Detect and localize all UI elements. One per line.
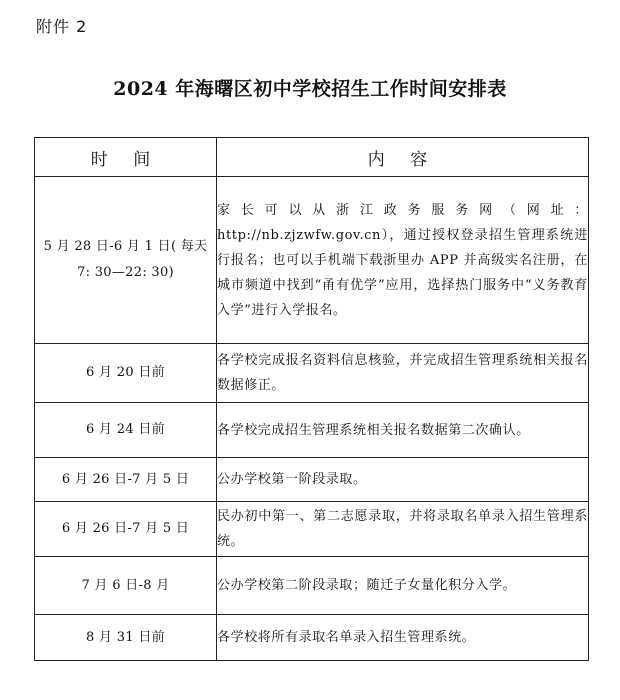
row-time: 6 月 26 日-7 月 5 日 <box>35 458 217 502</box>
table-row <box>35 502 589 557</box>
table-row <box>35 177 589 344</box>
row-content: 公办学校第二阶段录取；随迁子女量化积分入学。 <box>217 557 589 615</box>
table-row <box>35 615 589 661</box>
row-content: 各学校将所有录取名单录入招生管理系统。 <box>217 615 589 661</box>
schedule-table <box>34 137 589 661</box>
row-content: 各学校完成报名资料信息核验，并完成招生管理系统相关报名数据修正。 <box>217 344 589 403</box>
header-content: 内 容 <box>217 138 589 177</box>
document-title: 2024 年海曙区初中学校招生工作时间安排表 <box>113 78 507 100</box>
row-time: 6 月 20 日前 <box>35 344 217 403</box>
table-row <box>35 557 589 615</box>
attachment-label: 附件 2 <box>36 17 88 36</box>
row-content: 民办初中第一、第二志愿录取，并将录取名单录入招生管理系统。 <box>217 502 589 557</box>
table-row <box>35 403 589 458</box>
table-row <box>35 344 589 403</box>
row-content: 各学校完成招生管理系统相关报名数据第二次确认。 <box>217 403 589 458</box>
row-time: 8 月 31 日前 <box>35 615 217 661</box>
row-time: 6 月 26 日-7 月 5 日 <box>35 502 217 557</box>
header-time: 时 间 <box>35 138 217 177</box>
table-row <box>35 458 589 502</box>
row-time: 7 月 6 日-8 月 <box>35 557 217 615</box>
row-time: 5 月 28 日-6 月 1 日( 每天 7: 30—22: 30) <box>35 177 217 344</box>
row-content: 公办学校第一阶段录取。 <box>217 458 589 502</box>
table-header-row <box>35 138 589 177</box>
row-time: 6 月 24 日前 <box>35 403 217 458</box>
row-content: 家长可以从浙江政务服务网（网址：http://nb.zjzwfw.gov.cn），通过授权登录招生管理系统进行报名；也可以手机端下载浙里办 APP 并高级实名注册，在城市频道中找到“甬有优学”应用，选择热门服务中“义务教育入学”进行入学报名。 <box>217 177 589 344</box>
